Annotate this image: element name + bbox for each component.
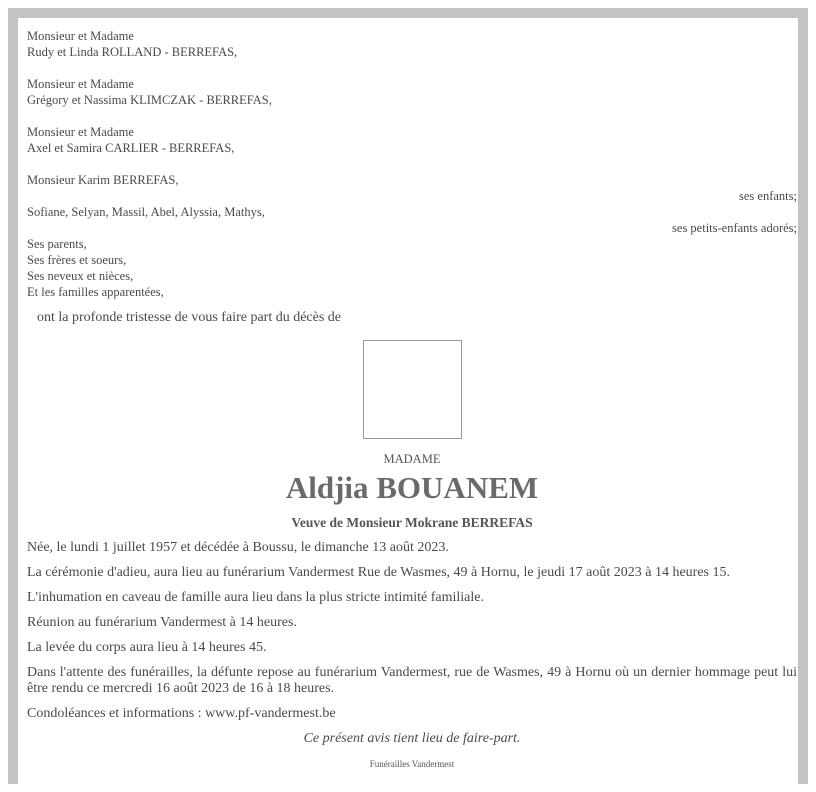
deceased-name: Aldjia BOUANEM — [285, 470, 539, 505]
family-line: Grégory et Nassima KLIMCZAK - BERREFAS, — [27, 93, 272, 107]
photo-frame — [363, 340, 462, 439]
notice-sheet — [18, 18, 798, 784]
funeral-home-footer: Funérailles Vandermest — [369, 759, 455, 769]
family-list — [27, 28, 797, 300]
family-line: Monsieur et Madame — [27, 125, 134, 139]
family-line: Monsieur Karim BERREFAS, — [27, 173, 179, 187]
grandchildren-names: Sofiane, Selyan, Massil, Abel, Alyssia, Mathys, — [27, 205, 265, 219]
notice-note: Ce présent avis tient lieu de faire-part. — [303, 731, 521, 746]
family-line: Ses frères et soeurs, — [27, 253, 127, 267]
intro-text: ont la profonde tristesse de vous faire part du décès de — [37, 310, 342, 325]
paragraph-ceremony: La cérémonie d'adieu, aura lieu au funérarium Vandermest Rue de Wasmes, 49 à Hornu, le jeudi 17 août 2023 à 14 heures 15. — [27, 565, 730, 580]
family-line: Monsieur et Madame — [27, 77, 134, 91]
page-frame — [8, 8, 808, 784]
paragraph-burial: L'inhumation en caveau de famille aura lieu dans la plus stricte intimité familiale. — [27, 590, 484, 605]
children-label: ses enfants; — [739, 189, 797, 203]
paragraph-birth-death: Née, le lundi 1 juillet 1957 et décédée à Boussu, le dimanche 13 août 2023. — [27, 540, 449, 555]
grandchildren-label: ses petits-enfants adorés; — [672, 221, 797, 235]
notice-content — [27, 28, 797, 769]
paragraph-visitation: Dans l'attente des funérailles, la défunte repose au funérarium Vandermest, rue de Wasmes, 49 à Hornu où un dernier hommage peut lui être rendu ce mercredi 16 août 2023 de 16 à 18 heures. — [27, 665, 797, 696]
family-line: Et les familles apparentées, — [27, 285, 164, 299]
family-line: Ses neveux et nièces, — [27, 269, 134, 283]
family-line: Axel et Samira CARLIER - BERREFAS, — [27, 141, 235, 155]
family-line: Ses parents, — [27, 237, 87, 251]
family-line: Rudy et Linda ROLLAND - BERREFAS, — [27, 45, 238, 59]
deceased-title: MADAME — [383, 452, 441, 466]
paragraph-departure: La levée du corps aura lieu à 14 heures 45. — [27, 640, 267, 655]
widow-of: Veuve de Monsieur Mokrane BERREFAS — [291, 515, 533, 530]
paragraph-condolences: Condoléances et informations : www.pf-vandermest.be — [27, 706, 336, 721]
family-line: Monsieur et Madame — [27, 29, 134, 43]
paragraph-meeting: Réunion au funérarium Vandermest à 14 heures. — [27, 615, 297, 630]
